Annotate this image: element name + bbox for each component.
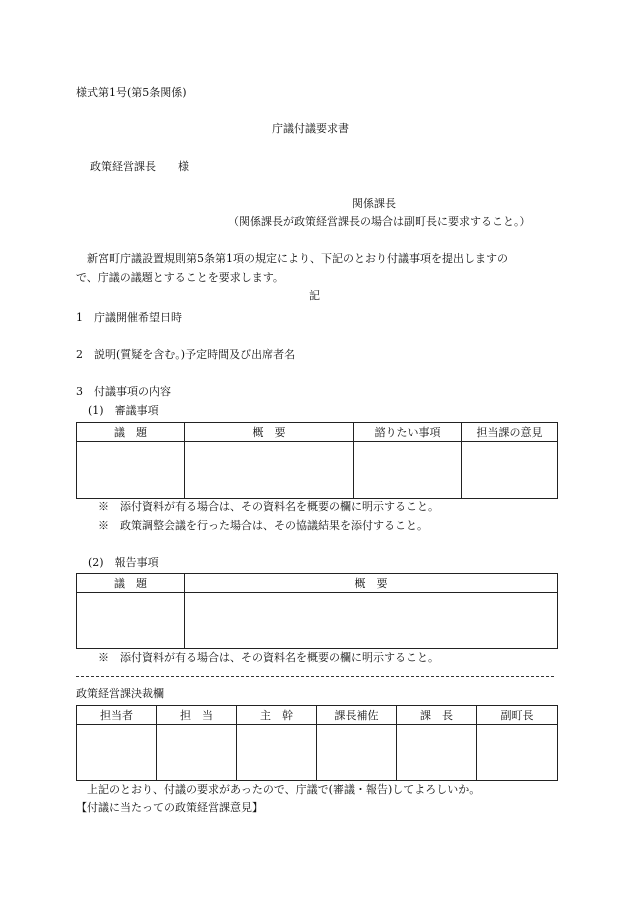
section-1-note-2: ※ 政策調整会議を行った場合は、その協議結果を添付すること。 bbox=[98, 519, 428, 532]
header-summary: 概 要 bbox=[185, 574, 558, 593]
dept-opinion-cell[interactable] bbox=[462, 442, 558, 499]
header-deputy-mayor: 副町長 bbox=[477, 706, 558, 725]
deliberation-table bbox=[76, 422, 558, 499]
item-1: 1 庁議開催希望日時 bbox=[76, 311, 182, 324]
form-number: 様式第1号(第5条関係) bbox=[76, 86, 187, 99]
section-1-note-1: ※ 添付資料が有る場合は、その資料名を概要の欄に明示すること。 bbox=[98, 500, 439, 513]
header-section-manager: 課 長 bbox=[397, 706, 477, 725]
consult-matter-cell[interactable] bbox=[354, 442, 462, 499]
section-2-label: (2) 報告事項 bbox=[88, 556, 159, 569]
body-line-2: で、庁議の議題とすることを要求します。 bbox=[76, 271, 284, 284]
body-line-1: 新宮町庁議設置規則第5条第1項の規定により、下記のとおり付議事項を提出しますの bbox=[76, 252, 508, 265]
header-chief: 主 幹 bbox=[237, 706, 317, 725]
summary-cell[interactable] bbox=[185, 442, 354, 499]
opinion-label: 【付議に当たっての政策経営課意見】 bbox=[76, 801, 263, 814]
cut-line bbox=[76, 676, 554, 677]
section-1-label: (1) 審議事項 bbox=[88, 404, 159, 417]
document-title: 庁議付議要求書 bbox=[272, 122, 349, 135]
report-table bbox=[76, 573, 558, 649]
ki-mark: 記 bbox=[309, 289, 320, 302]
agenda-cell[interactable] bbox=[77, 593, 185, 649]
approval-label: 政策経営課決裁欄 bbox=[76, 687, 164, 700]
seal-cell[interactable] bbox=[477, 725, 558, 781]
header-person-in-charge: 担当者 bbox=[77, 706, 157, 725]
header-assistant-manager: 課長補佐 bbox=[317, 706, 397, 725]
header-dept-opinion: 担当課の意見 bbox=[462, 423, 558, 442]
header-consult-matter: 諮りたい事項 bbox=[354, 423, 462, 442]
approval-statement: 上記のとおり、付議の要求があったので、庁議で(審議・報告)してよろしいか。 bbox=[76, 783, 481, 796]
header-tanto: 担 当 bbox=[157, 706, 237, 725]
header-summary: 概 要 bbox=[185, 423, 354, 442]
seal-cell[interactable] bbox=[397, 725, 477, 781]
item-2: 2 説明(質疑を含む。)予定時間及び出席者名 bbox=[76, 348, 296, 361]
seal-cell[interactable] bbox=[77, 725, 157, 781]
seal-cell[interactable] bbox=[237, 725, 317, 781]
summary-cell[interactable] bbox=[185, 593, 558, 649]
approval-table bbox=[76, 705, 558, 781]
seal-cell[interactable] bbox=[317, 725, 397, 781]
item-3: 3 付議事項の内容 bbox=[76, 385, 171, 398]
sender: 関係課長 bbox=[352, 197, 396, 210]
header-agenda: 議 題 bbox=[77, 423, 185, 442]
seal-cell[interactable] bbox=[157, 725, 237, 781]
section-2-note: ※ 添付資料が有る場合は、その資料名を概要の欄に明示すること。 bbox=[98, 651, 439, 664]
addressee: 政策経営課長 様 bbox=[90, 160, 189, 173]
agenda-cell[interactable] bbox=[77, 442, 185, 499]
sender-note: （関係課長が政策経営課長の場合は副町長に要求すること。） bbox=[228, 215, 531, 228]
header-agenda: 議 題 bbox=[77, 574, 185, 593]
